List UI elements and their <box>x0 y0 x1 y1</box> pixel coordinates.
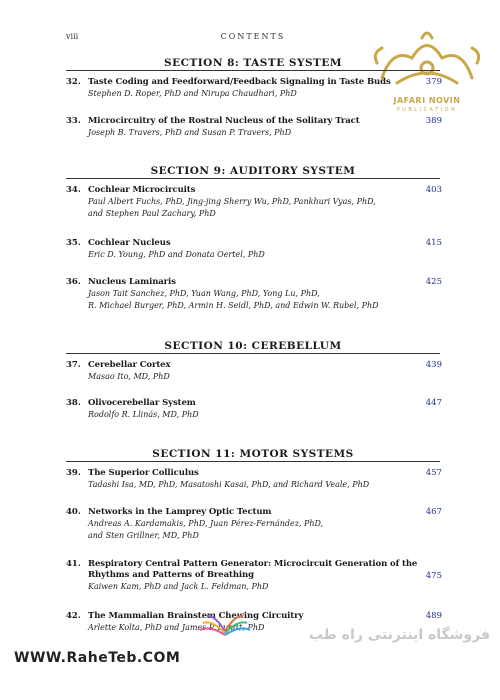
chapter-authors: Kaiwen Kam, PhD and Jack L. Feldman, PhD <box>88 582 269 591</box>
chapter-authors: Andreas A. Kardamakis, PhD, Juan Pérez-Fernández, PhD, <box>88 519 324 528</box>
chapter-title: Olivocerebellar System <box>88 398 196 408</box>
chapter-title: Respiratory Central Pattern Generator: Microcircuit Generation of the Rhythms and Patterns of Breathing <box>88 559 418 580</box>
chapter-authors: Stephen D. Roper, PhD and Nirupa Chaudhari, PhD <box>88 89 297 98</box>
section-rule <box>66 353 440 354</box>
chapter-authors: and Stephen Paul Zachary, PhD <box>88 208 216 218</box>
chapter-page: 415 <box>425 238 442 248</box>
chapter-page: 475 <box>425 571 442 581</box>
chapter-page: 467 <box>425 507 442 517</box>
page-number: viii <box>66 32 79 41</box>
logo-sub-text: PUBLICATION <box>396 107 458 113</box>
chapter-authors: Masao Ito, MD, PhD <box>88 372 170 381</box>
chapter-authors: R. Michael Burger, PhD, Armin H. Seidl, PhD, and Edwin W. Rubel, PhD <box>88 300 379 310</box>
section-heading: SECTION 8: TASTE SYSTEM <box>164 57 342 69</box>
chapter-number: 40. <box>66 507 81 517</box>
toc-entry <box>66 185 442 219</box>
chapter-number: 39. <box>66 468 81 478</box>
toc-entry <box>66 77 442 100</box>
toc-entry <box>66 116 442 139</box>
chapter-authors: Arlette Kolta, PhD and James P. Lund†, PhD <box>88 623 265 632</box>
toc-entry <box>66 398 442 421</box>
chapter-title: Networks in the Lamprey Optic Tectum <box>88 507 272 517</box>
chapter-title: Cochlear Microcircuits <box>88 185 196 195</box>
chapter-title: Cerebellar Cortex <box>88 360 171 370</box>
chapter-authors: Jason Tait Sanchez, PhD, Yuan Wang, PhD, Yong Lu, PhD, <box>88 289 320 298</box>
chapter-number: 37. <box>66 360 81 370</box>
chapter-authors: Paul Albert Fuchs, PhD, Jing-jing Sherry Wu, PhD, Pankhuri Vyas, PhD, <box>88 197 376 206</box>
chapter-authors: and Sten Grillner, MD, PhD <box>88 530 199 540</box>
chapter-page: 447 <box>425 398 442 408</box>
toc-entry <box>66 507 442 541</box>
chapter-number: 42. <box>66 611 81 621</box>
chapter-number: 41. <box>66 559 81 569</box>
section-rule <box>66 461 440 462</box>
section-heading: SECTION 11: MOTOR SYSTEMS <box>152 448 354 460</box>
toc-entry <box>66 277 442 311</box>
chapter-title: The Mammalian Brainstem Chewing Circuitry <box>88 611 304 621</box>
chapter-number: 32. <box>66 77 81 87</box>
chapter-title: Cochlear Nucleus <box>88 238 171 248</box>
watermark-url: WWW.RaheTeb.COM <box>14 650 181 666</box>
chapter-number: 33. <box>66 116 81 126</box>
chapter-number: 36. <box>66 277 81 287</box>
chapter-title: The Superior Colliculus <box>88 468 199 478</box>
chapter-title: Microcircuitry of the Rostral Nucleus of the Solitary Tract <box>88 116 360 126</box>
section-rule <box>66 178 440 179</box>
chapter-page: 457 <box>425 468 442 478</box>
chapter-page: 439 <box>425 360 442 370</box>
chapter-authors: Eric D. Young, PhD and Donata Oertel, PhD <box>88 250 265 259</box>
chapter-number: 38. <box>66 398 81 408</box>
chapter-number: 35. <box>66 238 81 248</box>
chapter-page: 379 <box>425 77 442 87</box>
watermark-persian: فروشگاه اینترنتی راه طب <box>308 627 490 643</box>
chapter-title: Taste Coding and Feedforward/Feedback Signaling in Taste Buds <box>88 77 391 87</box>
running-title: CONTENTS <box>220 32 286 41</box>
toc-entry <box>66 559 442 593</box>
logo-brand-text: JAFARI NOVIN <box>393 96 461 105</box>
chapter-number: 34. <box>66 185 81 195</box>
chapter-title: Nucleus Laminaris <box>88 277 176 287</box>
chapter-page: 389 <box>425 116 442 126</box>
chapter-page: 403 <box>425 185 442 195</box>
chapter-page: 489 <box>425 611 442 621</box>
section-rule <box>66 70 440 71</box>
toc-entry <box>66 360 442 383</box>
chapter-authors: Joseph B. Travers, PhD and Susan P. Travers, PhD <box>88 128 292 137</box>
section-heading: SECTION 9: AUDITORY SYSTEM <box>150 165 356 177</box>
chapter-authors: Rodolfo R. Llinás, MD, PhD <box>88 410 199 419</box>
chapter-page: 425 <box>425 277 442 287</box>
toc-entry <box>66 468 442 491</box>
chapter-authors: Tadashi Isa, MD, PhD, Masatoshi Kasai, PhD, and Richard Veale, PhD <box>88 480 370 489</box>
toc-entry <box>66 238 442 261</box>
section-heading: SECTION 10: CEREBELLUM <box>164 340 342 352</box>
